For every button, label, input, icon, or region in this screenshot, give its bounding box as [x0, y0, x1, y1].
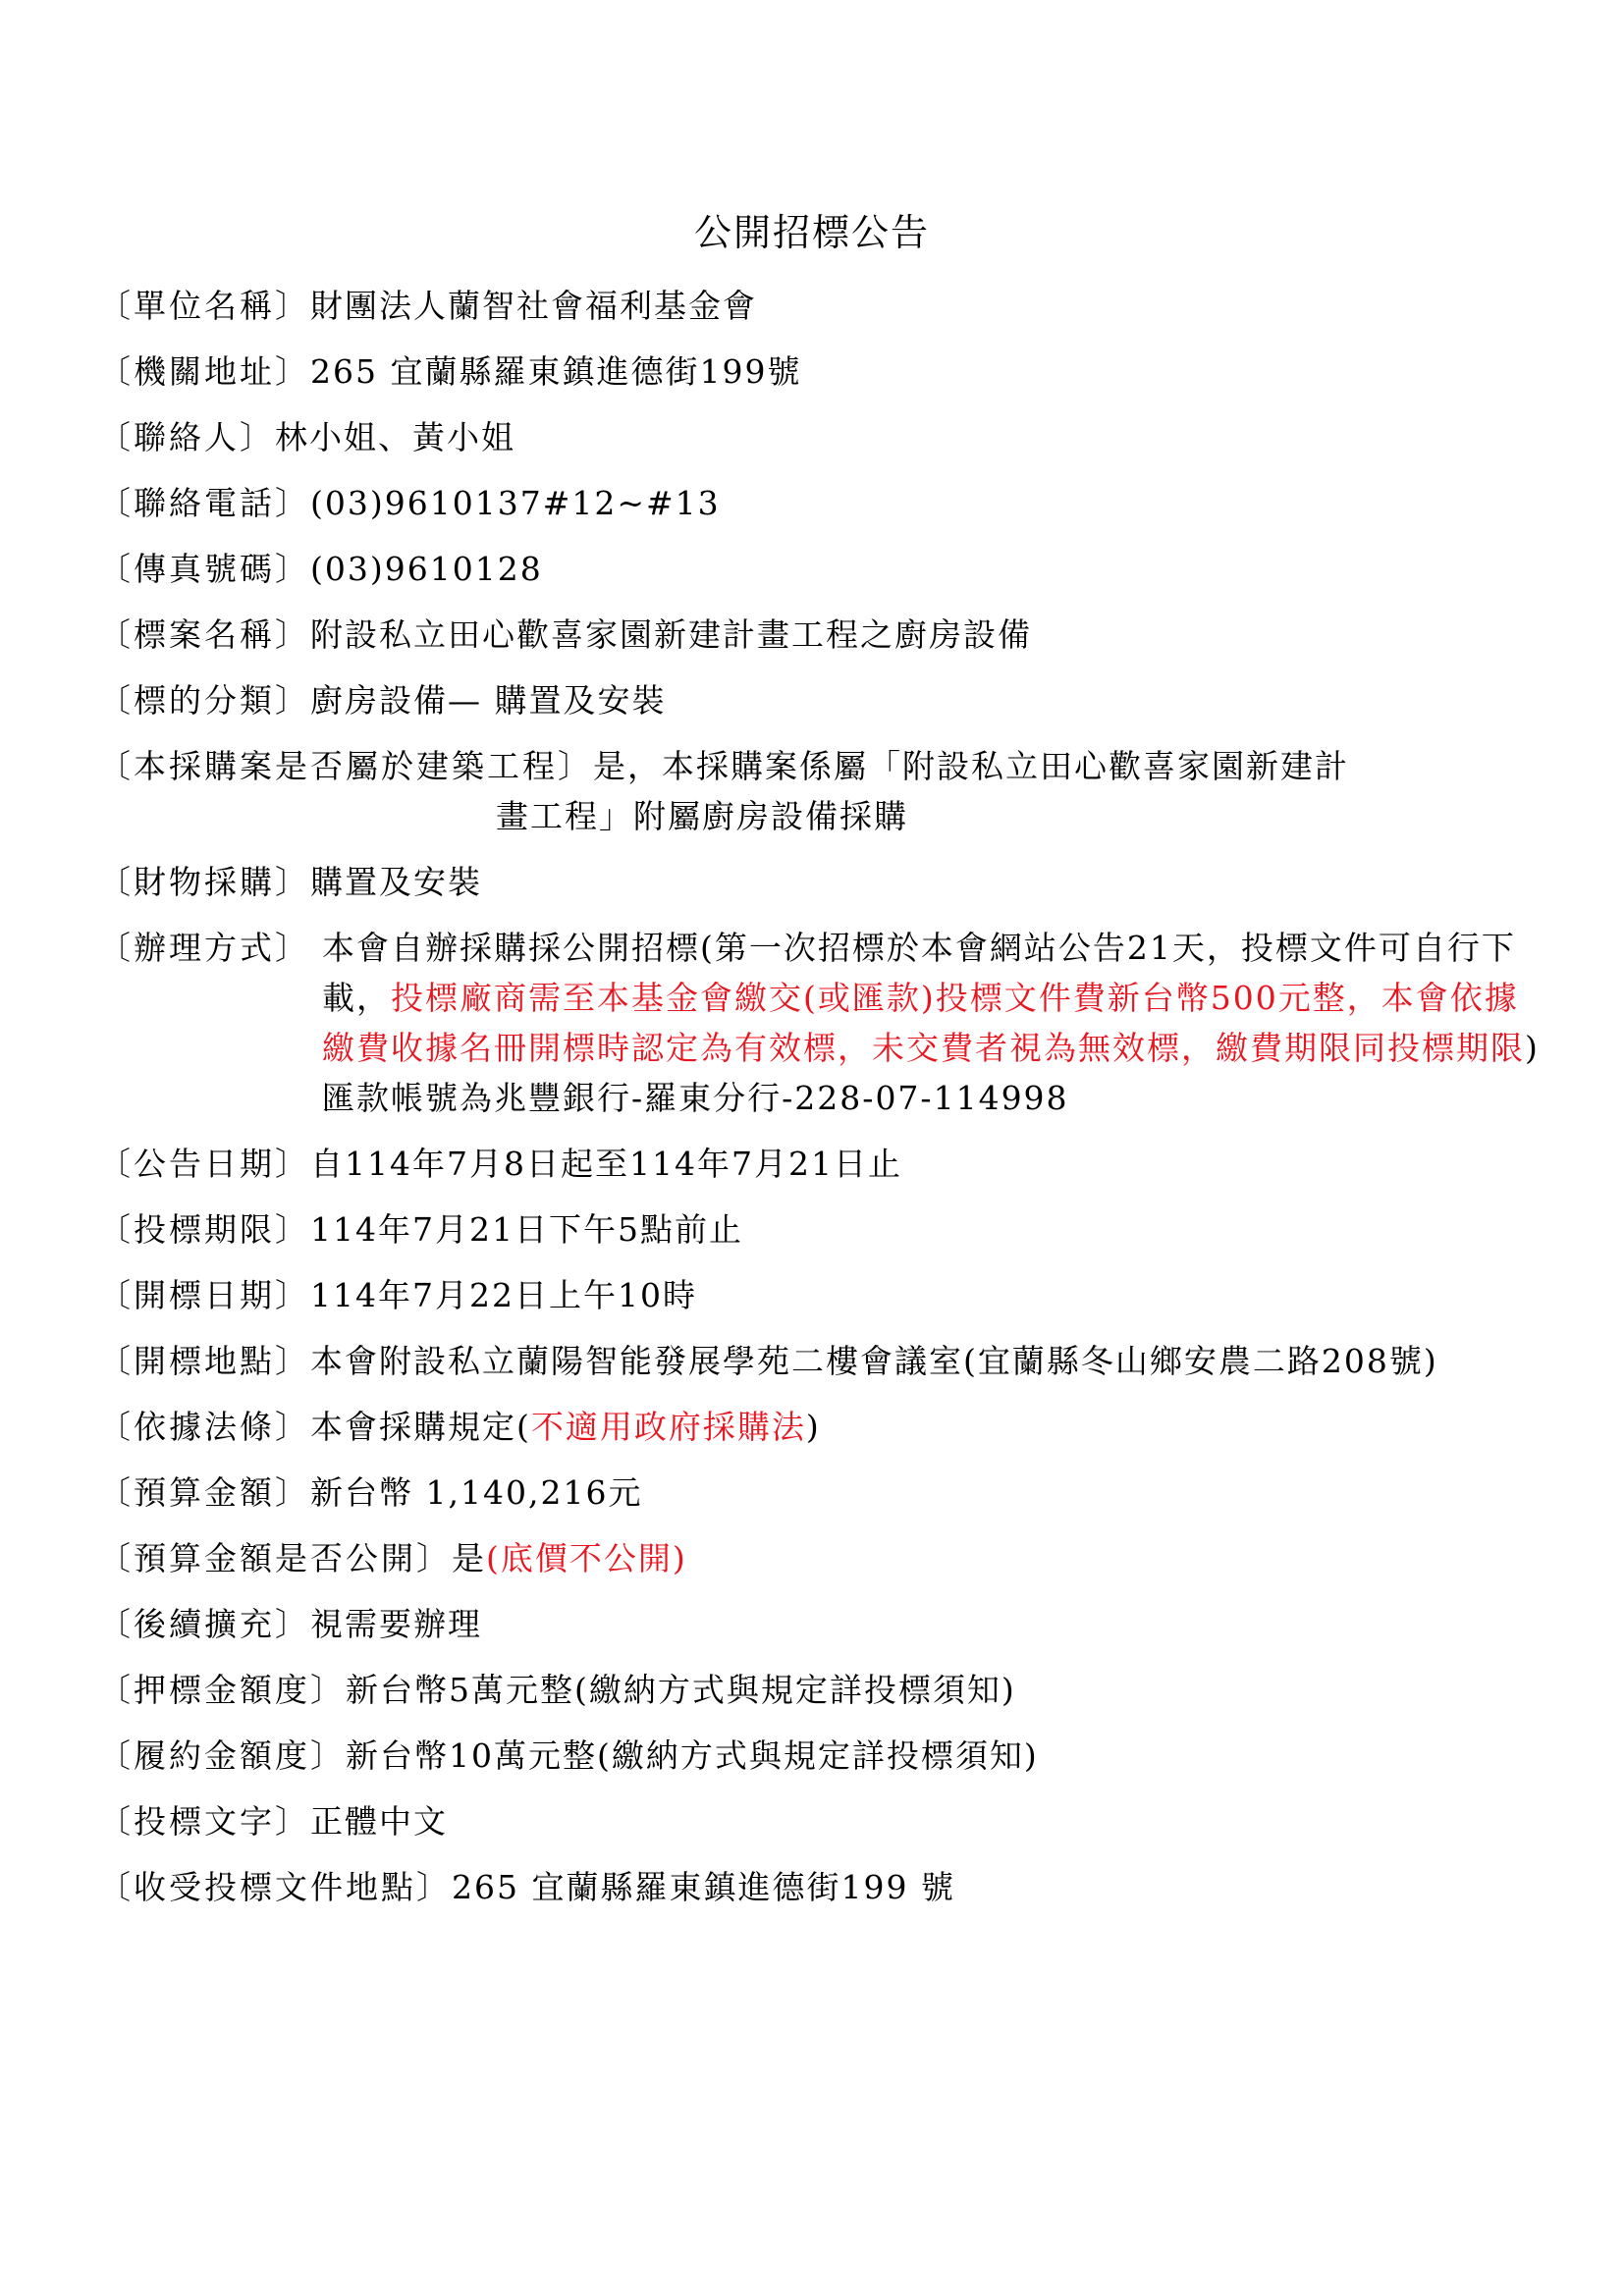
budget-public-note: (底價不公開) [486, 1539, 687, 1577]
field-value: 新台幣10萬元整(繳納方式與規定詳投標須知) [346, 1736, 1039, 1775]
field-budget-public [98, 1533, 1561, 1583]
field-label: 〔收受投標文件地點〕 [98, 1868, 452, 1906]
field-value-line2: 畫工程」附屬廚房設備採購 [496, 797, 908, 835]
procedure-bank-account: )匯款帳號為兆豐銀行-羅東分行-228-07-114998 [322, 1029, 1540, 1117]
field-value: 本會附設私立蘭陽智能發展學苑二樓會議室(宜蘭縣冬山鄉安農二路208號) [310, 1342, 1438, 1380]
field-value [310, 1402, 1561, 1452]
field-agency-address [98, 347, 1561, 397]
field-label: 〔標的分類〕 [98, 681, 310, 720]
field-performance-bond [98, 1731, 1561, 1781]
field-label: 〔開標地點〕 [98, 1342, 310, 1380]
field-value: 114年7月22日上午10時 [310, 1276, 697, 1314]
field-opening-date [98, 1270, 1561, 1320]
field-contact-person [98, 412, 1561, 462]
field-value: 265 宜蘭縣羅東鎮進德街199號 [310, 352, 802, 391]
field-value [322, 923, 1540, 1123]
notice-fields [98, 281, 1561, 1928]
field-value: 新台幣5萬元整(繳納方式與規定詳投標須知) [346, 1671, 1016, 1709]
field-label: 〔聯絡電話〕 [98, 484, 310, 522]
field-label: 〔履約金額度〕 [98, 1736, 346, 1775]
field-label: 〔依據法條〕 [98, 1408, 310, 1446]
field-tender-name [98, 610, 1561, 660]
field-follow-up-expansion [98, 1599, 1561, 1649]
field-value: 林小姐、黃小姐 [275, 418, 515, 456]
field-budget [98, 1468, 1561, 1518]
field-value: (03)9610137#12~#13 [310, 484, 721, 522]
field-label: 〔傳真號碼〕 [98, 550, 310, 588]
field-is-construction [98, 741, 1561, 841]
field-value: 265 宜蘭縣羅東鎮進德街199 號 [452, 1868, 955, 1906]
field-value: (03)9610128 [310, 550, 543, 588]
field-label: 〔本採購案是否屬於建築工程〕 [98, 747, 593, 785]
field-announcement-date [98, 1139, 1561, 1189]
field-value-line1: 是，本採購案係屬「附設私立田心歡喜家園新建計 [593, 747, 1349, 785]
field-value: 114年7月21日下午5點前止 [310, 1210, 743, 1249]
field-label: 〔投標期限〕 [98, 1210, 310, 1249]
field-label: 〔標案名稱〕 [98, 615, 310, 654]
field-fax [98, 544, 1561, 594]
field-bid-bond [98, 1665, 1561, 1715]
field-label: 〔機關地址〕 [98, 352, 310, 391]
field-unit-name [98, 281, 1561, 331]
procedure-text: 本會自辦採購採公開招標(第一次招標於本會網站公告21天，投標文件可自行下載， [322, 929, 1516, 1017]
field-label: 〔預算金額〕 [98, 1473, 310, 1512]
field-phone [98, 478, 1561, 528]
field-value: 視需要辦理 [310, 1605, 482, 1643]
field-opening-location [98, 1336, 1561, 1386]
field-value: 自114年7月8日起至114年7月21日止 [310, 1145, 902, 1183]
field-label: 〔預算金額是否公開〕 [98, 1539, 452, 1577]
field-legal-basis [98, 1402, 1561, 1452]
field-label: 〔投標文字〕 [98, 1802, 310, 1841]
field-category [98, 675, 1561, 725]
field-value: 正體中文 [310, 1802, 448, 1841]
procedure-fee-notice: 投標廠商需至本基金會繳交(或匯款)投標文件費新台幣500元整，本會依據繳費收據名冊開標時認定為有效標，未交費者視為無效標，繳費期限同投標期限 [322, 979, 1525, 1067]
field-value: 附設私立田心歡喜家園新建計畫工程之廚房設備 [310, 615, 1032, 654]
field-submission-location [98, 1862, 1561, 1912]
field-value: 財團法人蘭智社會福利基金會 [310, 287, 757, 325]
field-label: 〔辦理方式〕 [98, 929, 310, 967]
field-label: 〔聯絡人〕 [98, 418, 275, 456]
field-value [452, 1533, 1561, 1583]
budget-public-answer: 是 [452, 1539, 486, 1577]
field-bid-language [98, 1796, 1561, 1846]
field-value: 新台幣 1,140,216元 [310, 1473, 643, 1512]
field-label: 〔押標金額度〕 [98, 1671, 346, 1709]
field-property-procurement [98, 857, 1561, 907]
field-value: 廚房設備— 購置及安裝 [310, 681, 667, 720]
page-title: 公開招標公告 [693, 211, 930, 254]
field-label: 〔財物採購〕 [98, 863, 310, 901]
field-value: 購置及安裝 [310, 863, 482, 901]
field-label: 〔單位名稱〕 [98, 287, 310, 325]
field-label: 〔公告日期〕 [98, 1145, 310, 1183]
legal-basis-note: 不適用政府採購法 [530, 1408, 806, 1446]
field-procedure [98, 923, 1561, 1123]
field-label: 〔開標日期〕 [98, 1276, 310, 1314]
legal-basis-text: 本會採購規定( [310, 1408, 531, 1446]
field-bid-deadline [98, 1204, 1561, 1255]
legal-basis-close: ) [805, 1408, 821, 1446]
field-label: 〔後續擴充〕 [98, 1605, 310, 1643]
